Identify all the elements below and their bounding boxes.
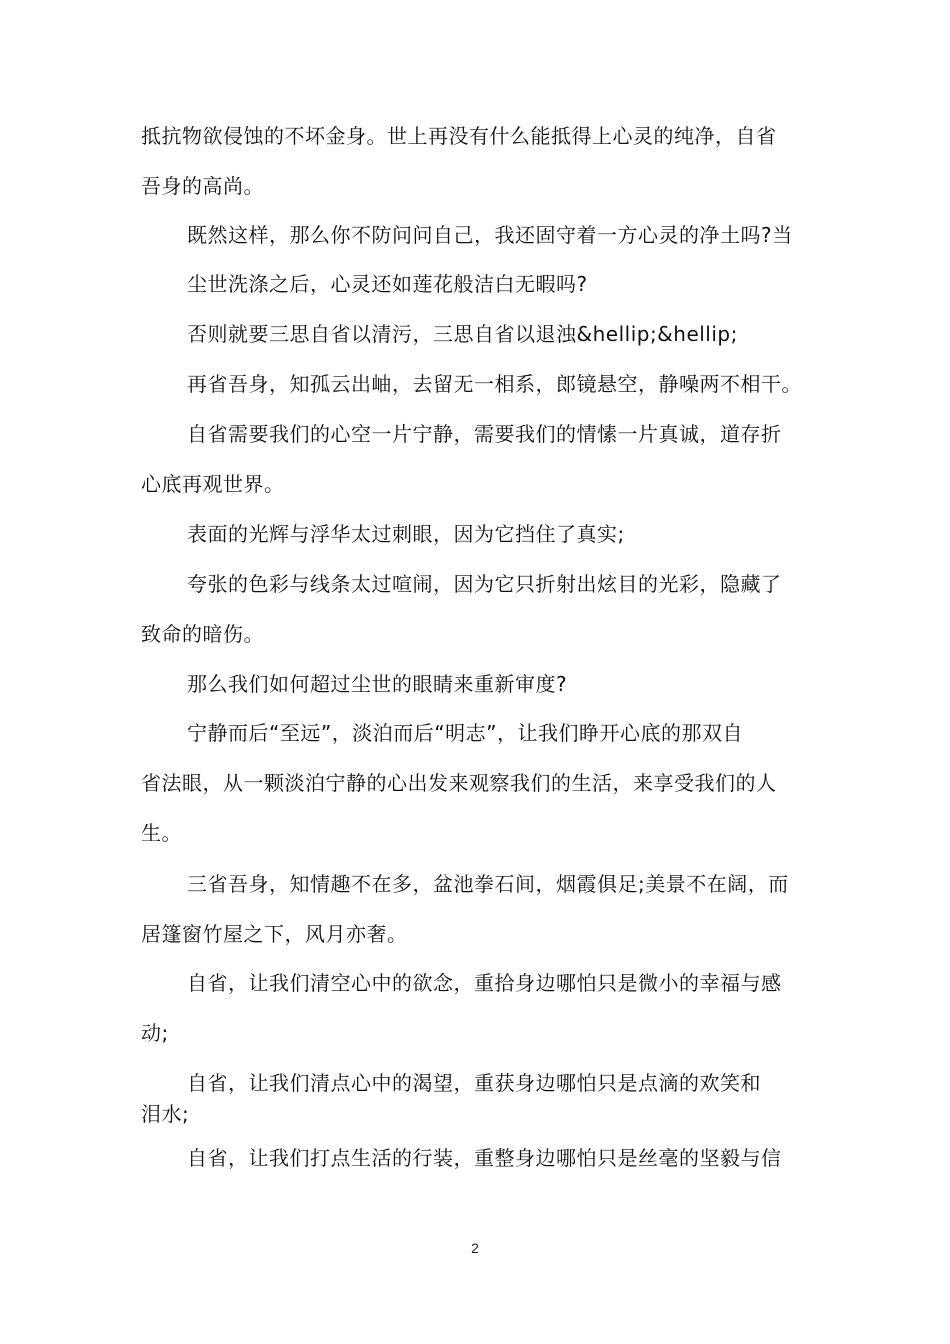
text-line-1: 抵抗物欲侵蚀的不坏金身。世上再没有什么能抵得上心灵的纯净，自省 — [141, 124, 777, 148]
text-line-3: 既然这样，那么你不防问问自己，我还固守着一方心灵的净土吗?当 — [187, 223, 793, 247]
text-line-5: 否则就要三思自省以清污，三思自省以退浊&hellip;&hellip; — [187, 322, 738, 346]
text-line-19: 动; — [141, 1021, 169, 1045]
text-line-20: 自省，让我们清点心中的渴望，重获身边哪怕只是点滴的欢笑和 — [187, 1071, 761, 1095]
text-line-6: 再省吾身，知孤云出岫，去留无一相系，郎镜悬空，静噪两不相干。 — [187, 372, 802, 396]
text-line-15: 生。 — [141, 821, 182, 845]
text-line-9: 表面的光辉与浮华太过刺眼，因为它挡住了真实; — [187, 522, 625, 546]
text-line-13: 宁静而后“至远”，淡泊而后“明志”，让我们睁开心底的那双自 — [187, 721, 743, 745]
page-number: 2 — [471, 1240, 479, 1256]
text-line-11: 致命的暗伤。 — [141, 622, 264, 646]
text-line-22: 自省，让我们打点生活的行装，重整身边哪怕只是丝毫的坚毅与信 — [187, 1146, 782, 1170]
text-line-17: 居篷窗竹屋之下，风月亦奢。 — [141, 922, 408, 946]
text-line-21: 泪水; — [141, 1102, 190, 1126]
text-line-16: 三省吾身，知情趣不在多，盆池拳石间，烟霞俱足;美景不在阔，而 — [187, 872, 789, 896]
text-line-18: 自省，让我们清空心中的欲念，重拾身边哪怕只是微小的幸福与感 — [187, 971, 782, 995]
text-line-2: 吾身的高尚。 — [141, 174, 264, 198]
text-line-10: 夸张的色彩与线条太过喧闹，因为它只折射出炫目的光彩，隐藏了 — [187, 572, 782, 596]
text-line-4: 尘世洗涤之后，心灵还如莲花般洁白无暇吗? — [187, 272, 588, 296]
text-line-14: 省法眼，从一颗淡泊宁静的心出发来观察我们的生活，来享受我们的人 — [141, 771, 777, 795]
text-line-7: 自省需要我们的心空一片宁静，需要我们的情愫一片真诚，道存折 — [187, 422, 782, 446]
text-line-8: 心底再观世界。 — [141, 472, 285, 496]
text-line-12: 那么我们如何超过尘世的眼睛来重新审度? — [187, 672, 568, 696]
